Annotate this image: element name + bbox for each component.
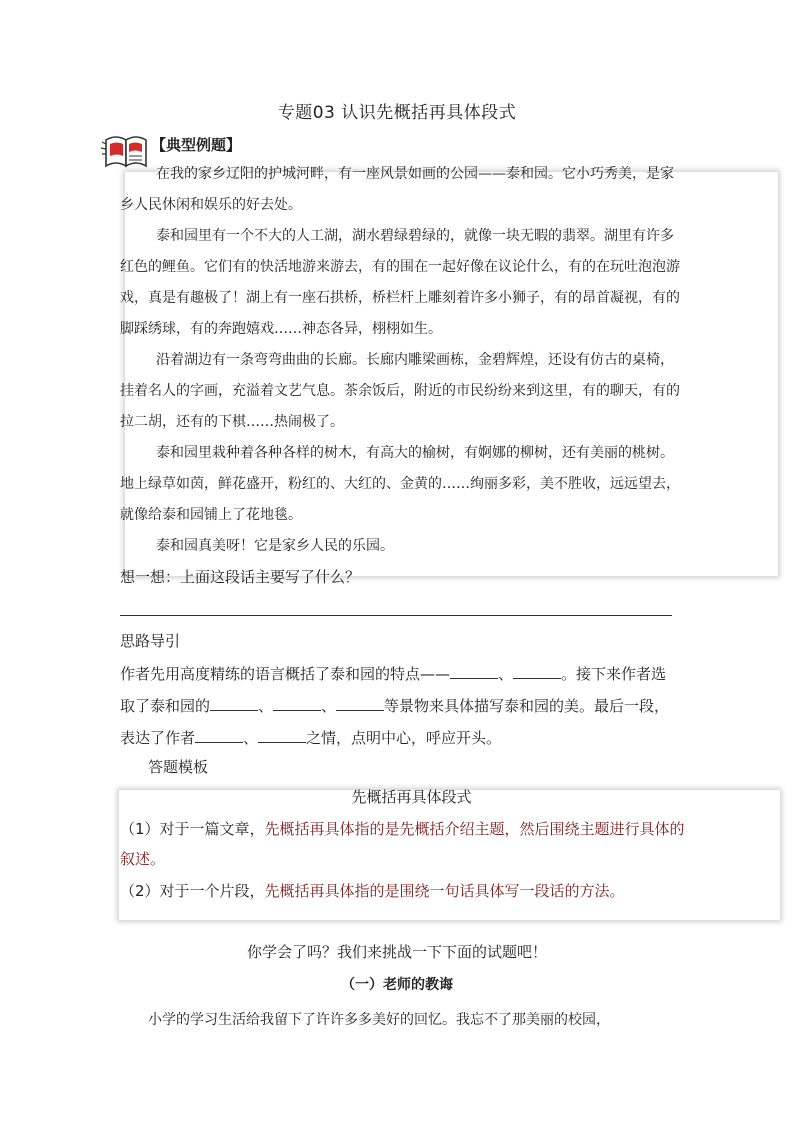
guide-paragraph [120, 658, 680, 754]
guide-text: 。接下来作者选取了泰和园的 [120, 665, 667, 715]
guide-text: 、 [243, 729, 259, 747]
section-subtitle: （一）老师的教诲 [341, 977, 453, 993]
fill-blank[interactable] [195, 728, 243, 743]
challenge-text: 你学会了吗？我们来挑战一下下面的试题吧！ [246, 943, 547, 961]
story-paragraph: 沿着湖边有一条弯弯曲曲的长廊。长廊内雕梁画栋，金碧辉煌，还设有仿古的桌椅，挂着名人的字画，充溢着文艺气息。茶余饭后，附近的市民纷纷来到这里，有的聊天，有的拉二胡，还有的下棋……热闹极了。 [120, 352, 680, 430]
page-title: 专题03 认识先概括再具体段式 [277, 103, 517, 123]
fill-blank[interactable] [513, 664, 561, 679]
story-paragraph: 泰和园里栽种着各种各样的树木，有高大的榆树，有婀娜的柳树，还有美丽的桃树。地上绿草如茵，鲜花盛开，粉红的、大红的、金黄的……绚丽多彩，美不胜收，远远望去，就像给泰和园铺上了花地毯。 [120, 445, 680, 523]
rule-2 [120, 876, 690, 906]
fill-blank[interactable] [336, 696, 384, 711]
story-paragraph: 泰和园里有一个不大的人工湖，湖水碧绿碧绿的，就像一块无暇的翡翠。湖里有许多红色的鲤鱼。它们有的快活地游来游去，有的围在一起好像在议论什么，有的在玩吐泡泡游戏，真是有趣极了！湖上有一座石拱桥，桥栏杆上雕刻着许多小狮子，有的昂首凝视，有的脚踩绣球，有的奔跑嬉戏……神态各异，栩栩如生。 [120, 228, 680, 337]
guide-text: 作者先用高度精练的语言概括了泰和园的特点—— [120, 665, 451, 683]
story-text [120, 159, 680, 562]
template-box-title: 先概括再具体段式 [351, 788, 472, 806]
guide-text: 等景物来具体描写泰和园的美。最后一段，表达了作者 [120, 697, 670, 747]
example-label: 【典型例题】 [151, 136, 242, 154]
passage-first-line: 小学的学习生活给我留下了许许多多美好的回忆。我忘不了那美丽的校园， [148, 1012, 610, 1028]
rule-1-body: 先概括再具体指的是先概括介绍主题，然后围绕主题进行具体的叙述。 [120, 820, 685, 868]
story-paragraph: 在我的家乡辽阳的护城河畔，有一座风景如画的公园——泰和园。它小巧秀美，是家乡人民休闲和娱乐的好去处。 [120, 166, 674, 213]
rule-1-prefix: （1）对于一篇文章， [120, 820, 265, 838]
fill-blank[interactable] [273, 696, 321, 711]
think-question: 想一想：上面这段话主要写了什么？ [120, 568, 361, 586]
answer-line [120, 615, 672, 616]
guide-text: 、 [321, 697, 337, 715]
guide-text: 之情，点明中心，呼应开头。 [306, 729, 502, 747]
story-paragraph: 泰和园真美呀！它是家乡人民的乐园。 [156, 538, 394, 554]
template-heading: 答题模板 [148, 758, 209, 776]
guide-heading: 思路导引 [120, 632, 181, 650]
fill-blank[interactable] [450, 664, 498, 679]
fill-blank[interactable] [258, 728, 306, 743]
rule-2-body: 先概括再具体指的是围绕一句话具体写一段话的方法。 [264, 882, 625, 900]
guide-text: 、 [498, 665, 514, 683]
rule-1 [120, 814, 690, 874]
guide-text: 、 [258, 697, 274, 715]
rule-2-prefix: （2）对于一个片段， [120, 882, 265, 900]
fill-blank[interactable] [210, 696, 258, 711]
